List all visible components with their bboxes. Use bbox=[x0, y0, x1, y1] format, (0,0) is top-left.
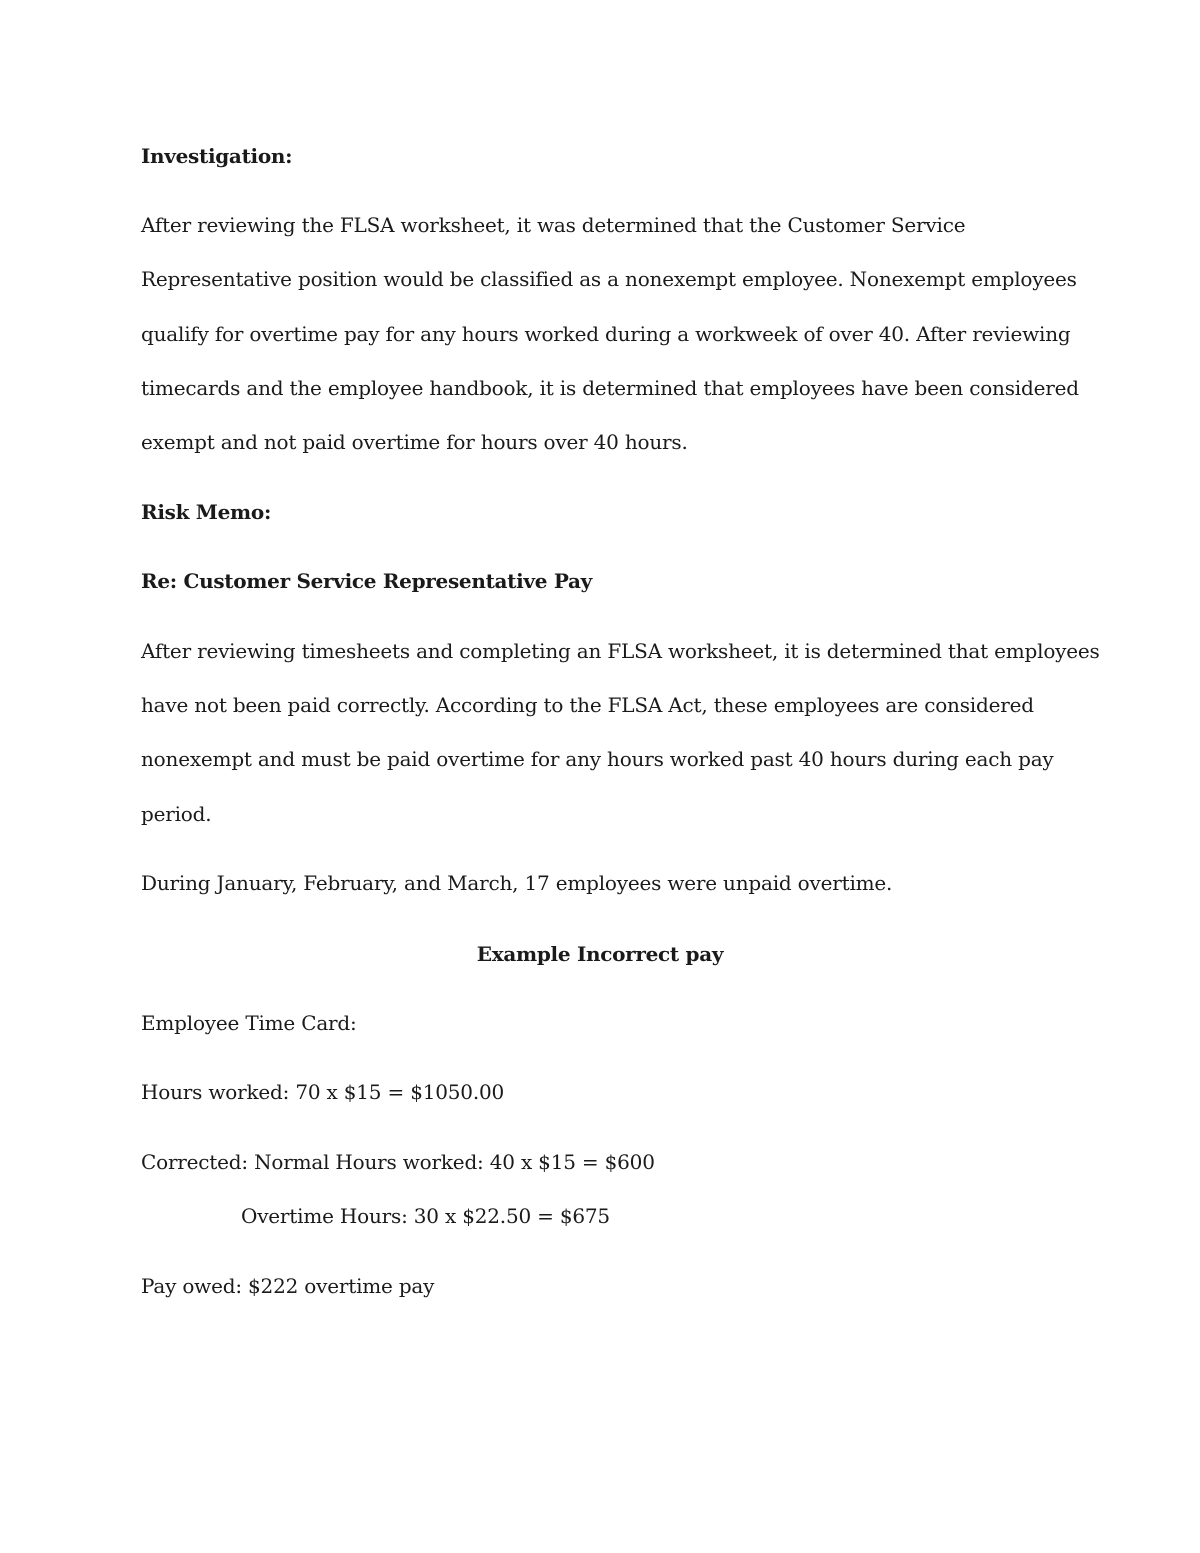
investigation-line-2: Representative position would be classified as a nonexempt employee. Nonexempt employees bbox=[141, 267, 1077, 291]
example-heading: Example Incorrect pay bbox=[476, 942, 724, 966]
risk-memo-subject: Re: Customer Service Representative Pay bbox=[141, 569, 593, 593]
risk-memo-line-1: After reviewing timesheets and completing an FLSA worksheet, it is determined that employees bbox=[141, 639, 1100, 663]
corrected-overtime-line: Overtime Hours: 30 x $22.50 = $675 bbox=[241, 1204, 610, 1228]
risk-memo-line-2: have not been paid correctly. According to the FLSA Act, these employees are considered bbox=[141, 693, 1034, 717]
investigation-line-3: qualify for overtime pay for any hours worked during a workweek of over 40. After reviewing bbox=[141, 322, 1071, 346]
hours-worked-line: Hours worked: 70 x $15 = $1050.00 bbox=[141, 1080, 505, 1104]
risk-memo-line-3: nonexempt and must be paid overtime for any hours worked past 40 hours during each pay bbox=[141, 747, 1054, 771]
pay-owed-line: Pay owed: $222 overtime pay bbox=[141, 1274, 435, 1298]
investigation-line-4: timecards and the employee handbook, it is determined that employees have been considered bbox=[141, 376, 1079, 400]
investigation-heading: Investigation: bbox=[141, 144, 293, 168]
risk-memo-heading: Risk Memo: bbox=[141, 500, 272, 524]
risk-memo-summary: During January, February, and March, 17 employees were unpaid overtime. bbox=[141, 871, 893, 895]
investigation-line-5: exempt and not paid overtime for hours over 40 hours. bbox=[141, 430, 688, 454]
time-card-label: Employee Time Card: bbox=[141, 1011, 357, 1035]
corrected-normal-line: Corrected: Normal Hours worked: 40 x $15 = $600 bbox=[141, 1150, 655, 1174]
investigation-line-1: After reviewing the FLSA worksheet, it was determined that the Customer Service bbox=[141, 213, 966, 237]
risk-memo-line-4: period. bbox=[141, 802, 212, 826]
